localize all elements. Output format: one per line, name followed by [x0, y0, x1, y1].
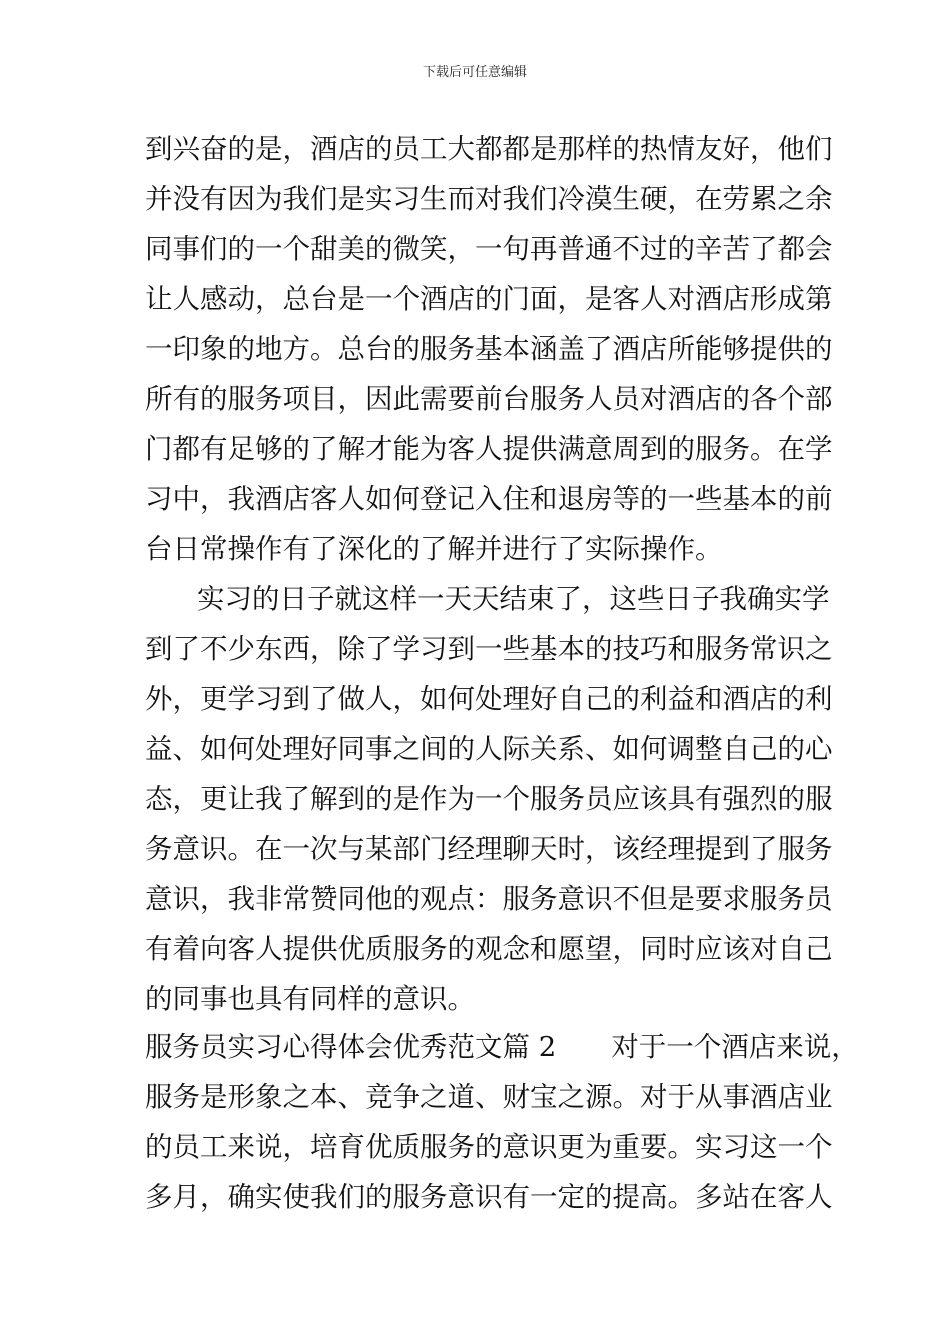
paragraph-line: 有着向客人提供优质服务的观念和愿望，同时应该对自己	[145, 933, 833, 965]
page-header: 下载后可任意编辑	[422, 65, 527, 80]
section-heading-line: 服务员实习心得体会优秀范文篇 2 对于一个酒店来说，	[145, 1031, 859, 1063]
paragraph-line: 务意识。在一次与某部门经理聊天时，该经理提到了服务	[145, 833, 833, 865]
paragraph-line: 外，更学习到了做人，如何处理好自己的利益和酒店的利	[145, 683, 833, 715]
paragraph-line: 益、如何处理好同事之间的人际关系、如何调整自己的心	[145, 733, 833, 765]
paragraph-line: 一印象的地方。总台的服务基本涵盖了酒店所能够提供的	[145, 333, 833, 365]
paragraph-line: 同事们的一个甜美的微笑，一句再普通不过的辛苦了都会	[145, 233, 833, 265]
paragraph-line: 并没有因为我们是实习生而对我们冷漠生硬，在劳累之余	[145, 183, 833, 215]
paragraph-line: 习中，我酒店客人如何登记入住和退房等的一些基本的前	[145, 483, 833, 515]
paragraph-line: 意识，我非常赞同他的观点：服务意识不但是要求服务员	[145, 883, 833, 915]
paragraph-line: 服务是形象之本、竞争之道、财宝之源。对于从事酒店业	[145, 1081, 833, 1113]
paragraph-line: 门都有足够的了解才能为客人提供满意周到的服务。在学	[145, 433, 833, 465]
paragraph-line: 态，更让我了解到的是作为一个服务员应该具有强烈的服	[145, 783, 833, 815]
paragraph-line: 台日常操作有了深化的了解并进行了实际操作。	[145, 533, 723, 565]
paragraph-line: 让人感动，总台是一个酒店的门面，是客人对酒店形成第	[145, 283, 833, 315]
paragraph-line: 实习的日子就这样一天天结束了，这些日子我确实学	[197, 583, 830, 615]
paragraph-line: 到了不少东西，除了学习到一些基本的技巧和服务常识之	[145, 633, 833, 665]
paragraph-line: 的同事也具有同样的意识。	[145, 983, 475, 1015]
paragraph-line: 的员工来说，培育优质服务的意识更为重要。实习这一个	[145, 1131, 833, 1163]
paragraph-line: 所有的服务项目，因此需要前台服务人员对酒店的各个部	[145, 383, 833, 415]
paragraph-line: 多月，确实使我们的服务意识有一定的提高。多站在客人	[145, 1181, 833, 1213]
paragraph-line: 到兴奋的是，酒店的员工大都都是那样的热情友好，他们	[145, 133, 833, 165]
